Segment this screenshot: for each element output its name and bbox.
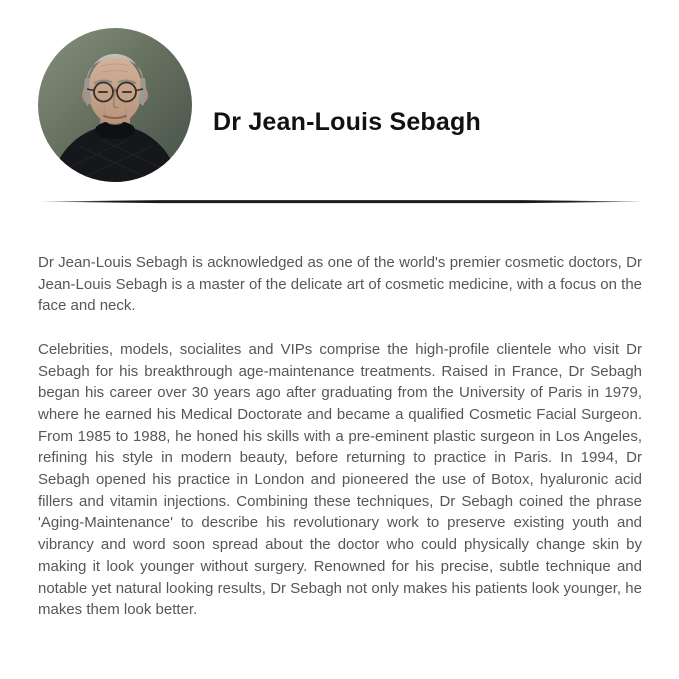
page-title: Dr Jean-Louis Sebagh [213,107,481,136]
section-divider [40,199,643,204]
doctor-portrait-photo [38,28,192,182]
bio-paragraph-2: Celebrities, models, socialites and VIPs comprise the high-profile clientele who visit Dr Sebagh for his breakthrough age-maintenance treatments. Raised in France, Dr Sebagh began his career over 30 years ago after graduating from the University of Paris in 1979, where he earned his Medical Doctorate and became a qualified Cosmetic Facial Surgeon. From 1985 to 1988, he honed his skills with a pre-eminent plastic surgeon in Los Angeles, refining his style in modern beauty, before returning to practice in Paris. In 1994, Dr Sebagh opened his practice in London and pioneered the use of Botox, hyaluronic acid fillers and vitamin injections. Combining these techniques, Dr Sebagh coined the phrase 'Aging-Maintenance' to describe his revolutionary work to preserve existing youth and vibrancy and word soon spread about the doctor who could physically change skin by making it look younger without surgery. Renowned for his precise, subtle technique and notable yet natural looking results, Dr Sebagh not only makes his patients look younger, he makes them look better. [38,340,642,619]
biography-text [38,252,642,621]
bio-paragraph-1: Dr Jean-Louis Sebagh is acknowledged as one of the world's premier cosmetic doctors, Dr Jean-Louis Sebagh is a master of the delicate art of cosmetic medicine, with a focus on the face and neck. [38,254,642,315]
portrait-illustration [38,28,192,182]
